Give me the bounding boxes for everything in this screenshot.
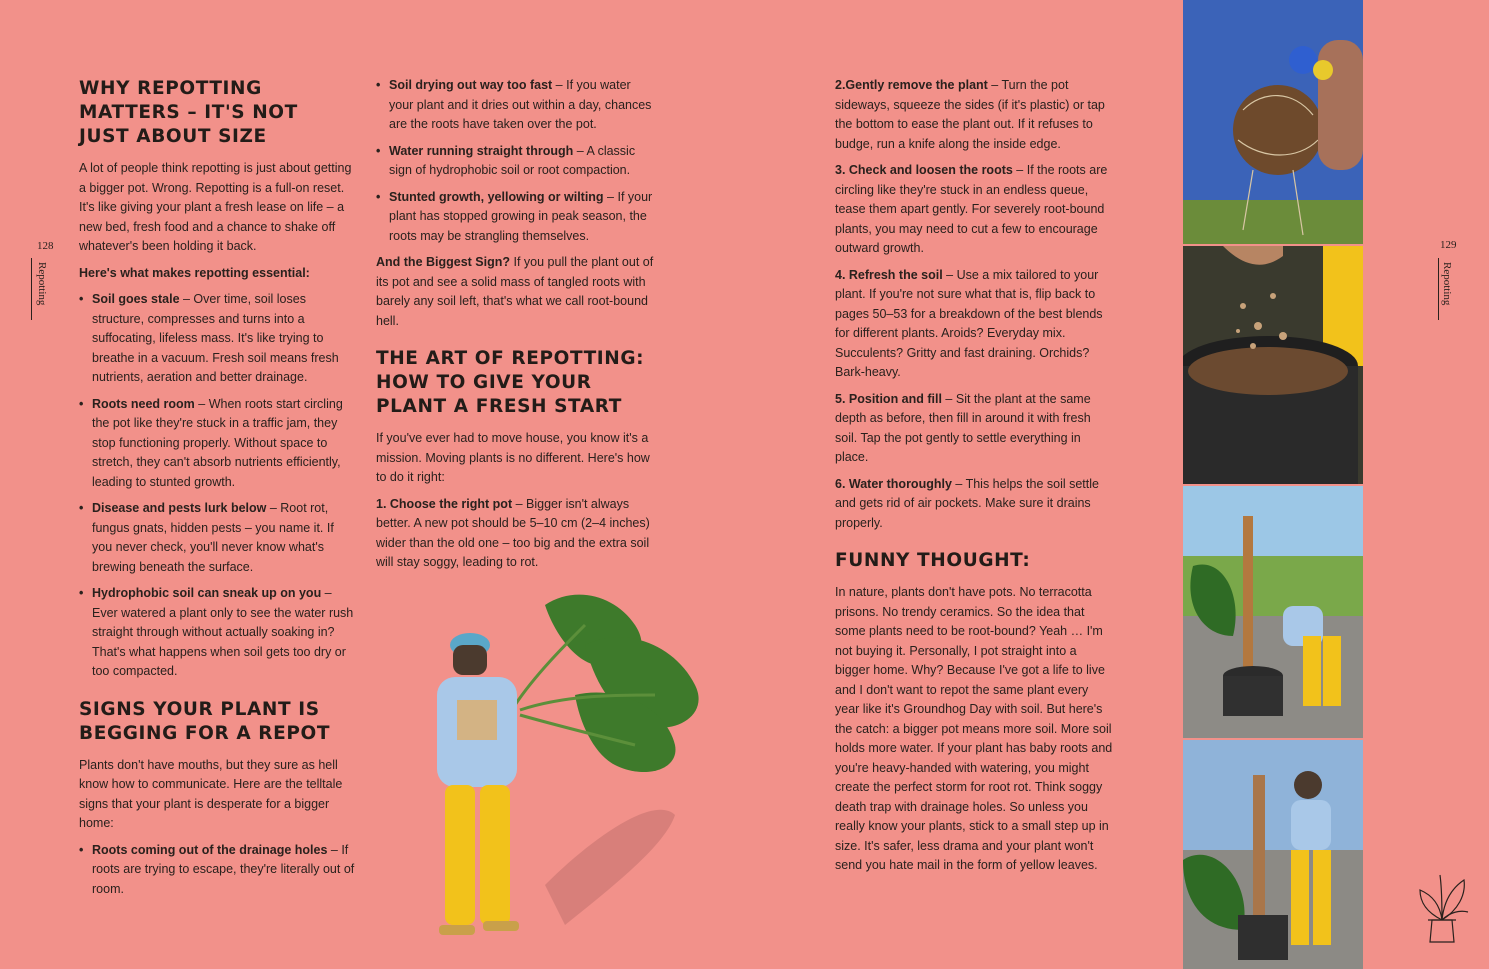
running-head-left: Repotting (36, 262, 48, 306)
intro-paragraph: A lot of people think repotting is just about getting a bigger pot. Wrong. Repotting is a full-on reset. It's like giving your plant a fresh lease on life – a new bed, fresh food and a chance to shake off whatever's been holding it back. (79, 161, 352, 253)
biggest-sign-paragraph: And the Biggest Sign? If you pull the plant out of its pot and see a solid mass of tangled roots with barely any soil left, that's what we call root-bound hell. (376, 255, 654, 328)
heading-art-of-repotting: THE ART OF REPOTTING: HOW TO GIVE YOUR PLANT A FRESH START (376, 348, 645, 417)
list-item: • Water running straight through – A classic sign of hydrophobic soil or root compaction. (376, 142, 654, 181)
running-head-right: Repotting (1441, 262, 1453, 306)
essential-subhead: Here's what makes repotting essential: (79, 265, 310, 280)
column-2 (376, 76, 654, 580)
heading-funny-thought: FUNNY THOUGHT: (835, 550, 1031, 571)
person-planting-photo (1183, 486, 1363, 738)
list-item: • Hydrophobic soil can sneak up on you – Ever watered a plant only to see the water rush straight through without actually soaking in? That's what happens when soil gets too dry or too compacted. (79, 584, 355, 682)
root-ball-photo (1183, 0, 1363, 244)
soil-pouring-photo (1183, 246, 1363, 484)
essentials-list (79, 290, 355, 682)
art-intro: If you've ever had to move house, you know it's a mission. Moving plants is no different. Here's how to do it right: (376, 431, 650, 484)
person-with-pole-photo (1183, 740, 1363, 969)
list-item: • Soil drying out way too fast – If you water your plant and it dries out within a day, chances are the roots have taken over the pot. (376, 76, 654, 135)
step-6: 6. Water thoroughly – This helps the soil settle and gets rid of air pockets. Make sure it drains properly. (835, 476, 1099, 530)
heading-why-repotting: WHY REPOTTING MATTERS – IT'S NOT JUST ABOUT SIZE (79, 78, 298, 147)
column-1 (79, 77, 355, 906)
step-3: 3. Check and loosen the roots – If the roots are circling like they're stuck in an endless queue, tease them apart gently. For severely root-bound plants, you may need to cut a few to encourage outward growth. (835, 163, 1108, 255)
step-2: 2.Gently remove the plant – Turn the pot sideways, squeeze the sides (if it's plastic) or tap the bottom to ease the plant out. If it refuses to budge, run a knife along the inside edge. (835, 78, 1105, 151)
step-5: 5. Position and fill – Sit the plant at the same depth as before, then fill in around it with fresh soil. Tap the pot gently to settle everything in place. (835, 391, 1091, 464)
running-head-rule-left (31, 258, 32, 320)
running-head-rule-right (1438, 258, 1439, 320)
photo-strip (1183, 0, 1363, 969)
list-item: • Stunted growth, yellowing or wilting – If your plant has stopped growing in peak season, the roots may be strangling themselves. (376, 188, 654, 247)
signs-intro: Plants don't have mouths, but they sure as hell know how to communicate. Here are the telltale signs that your plant is desperate for a bigger home: (79, 757, 343, 830)
funny-thought-body: In nature, plants don't have pots. No terracotta prisons. No trendy ceramics. So the idea that some plants need to be root-bound? Yeah … I'm not buying it. Personally, I pot straight into a bigger home. Why? Because I've got a life to live and I don't want to repot the same plant every year like it's Groundhog Day with soil. But here's the catch: a bigger pot means more soil. More soil holds more water. If your plant has baby roots and you're heavy-handed with watering, you might create the perfect storm for root rot. Think soggy death trap with drainage holes. So unless you really know your plants, stick to a small step up in size. It's safer, less drama and your plant won't send you hate mail in the form of yellow leaves. (835, 585, 1113, 872)
step-4: 4. Refresh the soil – Use a mix tailored to your plant. If you're not sure what that is, flip back to pages 50–53 for a breakdown of the best blends for different plants. Aroids? Everyday mix. Succulents? Gritty and fast draining. Orchids? Bark-heavy. (835, 267, 1103, 379)
list-item: • Disease and pests lurk below – Root rot, fungus gnats, hidden pests – you name it. If you never check, you'll never know what's brewing beneath the surface. (79, 499, 355, 577)
signs-list (79, 841, 355, 900)
page-number-left: 128 (37, 240, 54, 252)
signs-list-continued (376, 76, 654, 246)
page-number-right: 129 (1440, 239, 1457, 251)
column-3 (835, 76, 1113, 883)
person-with-plant-photo (425, 585, 705, 955)
plant-doodle-icon (1412, 870, 1472, 945)
list-item: • Soil goes stale – Over time, soil loses structure, compresses and turns into a suffocating, lifeless mass. It's like trying to breathe in a vacuum. Fresh soil means fresh nutrients, aeration and better drainage. (79, 290, 355, 388)
heading-signs: SIGNS YOUR PLANT IS BEGGING FOR A REPOT (79, 698, 331, 744)
step-1: 1. Choose the right pot – Bigger isn't always better. A new pot should be 5–10 cm (2–4 inches) wider than the old one – too big and the extra soil will stay soggy, leading to rot. (376, 496, 650, 569)
list-item: • Roots need room – When roots start circling the pot like they're stuck in a traffic jam, they stop functioning properly. Without space to stretch, they can't absorb nutrients efficiently, leading to stunted growth. (79, 395, 355, 493)
list-item: • Roots coming out of the drainage holes – If roots are trying to escape, they're literally out of room. (79, 841, 355, 900)
